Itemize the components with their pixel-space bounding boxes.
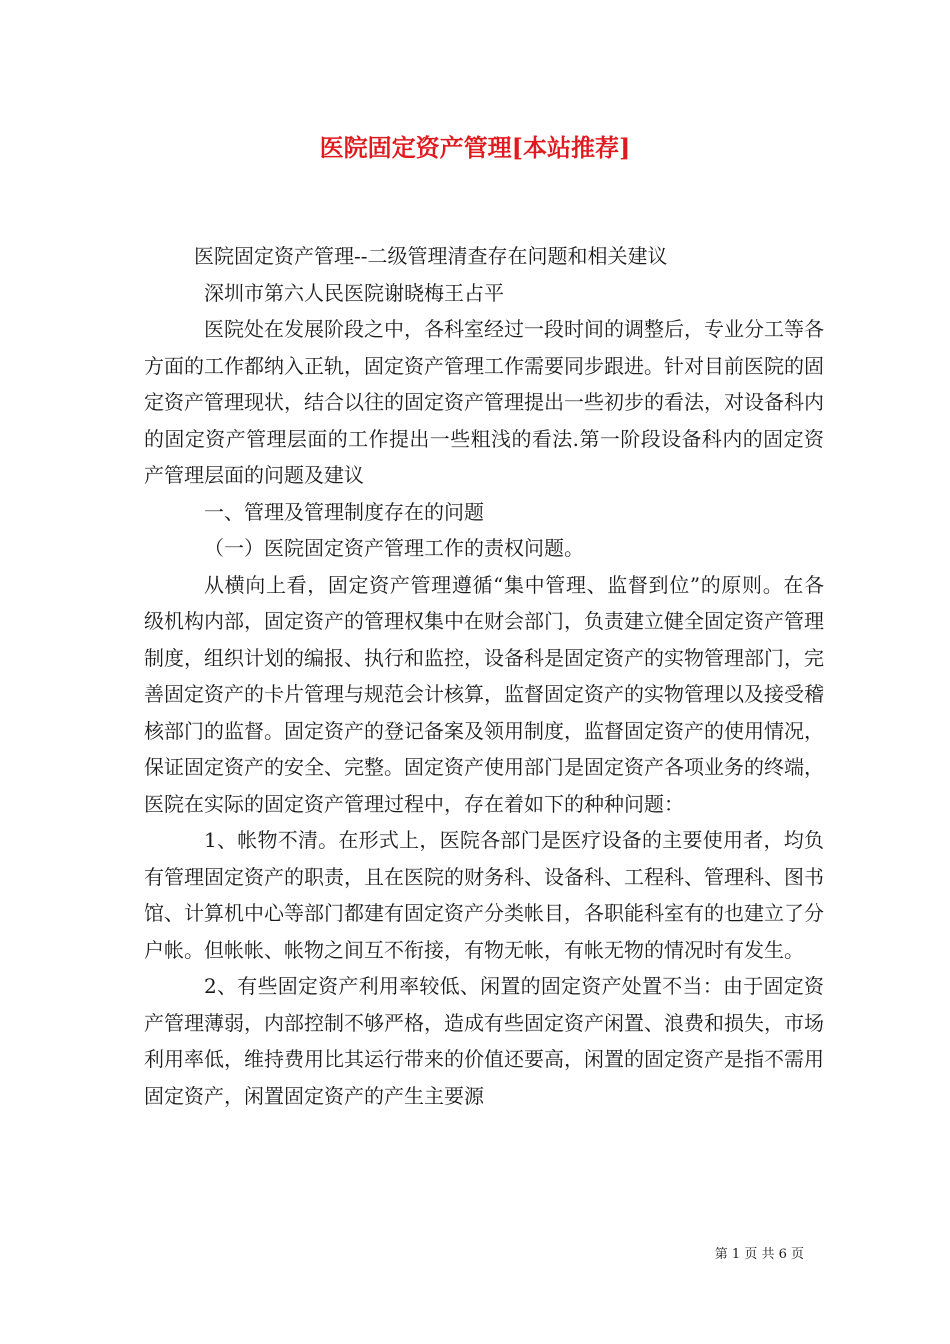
document-title: 医院固定资产管理[本站推荐] [319,133,631,162]
paragraph-intro: 医院处在发展阶段之中，各科室经过一段时间的调整后，专业分工等各方面的工作都纳入正轨，固定资产管理工作需要同步跟进。针对目前医院的固定资产管理现状，结合以往的固定资产管理提出一些初步的看法，对设备科内的固定资产管理层面的工作提出一些粗浅的看法.第一阶段设备科内的固定资产管理层面的问题及建议 [144,317,824,487]
paragraph-responsibility: 从横向上看，固定资产管理遵循“集中管理、监督到位”的原则。在各级机构内部，固定资产的管理权集中在财会部门，负责建立健全固定资产管理制度，组织计划的编报、执行和监控，设备科是固定资产的实物管理部门，完善固定资产的卡片管理与规范会计核算，监督固定资产的实物管理以及接受稽核部门的监督。固定资产的登记备案及领用制度，监督固定资产的使用情况，保证固定资产的安全、完整。固定资产使用部门是固定资产各项业务的终端，医院在实际的固定资产管理过程中，存在着如下的种种问题： [144,572,824,816]
document-body [144,238,824,1114]
paragraph-authors: 深圳市第六人民医院谢晓梅王占平 [204,280,504,305]
paragraph-subtitle: 医院固定资产管理--二级管理清查存在问题和相关建议 [194,244,668,268]
paragraph-item-2: 2、有些固定资产利用率较低、闲置的固定资产处置不当：由于固定资产管理薄弱，内部控制不够严格，造成有些固定资产闲置、浪费和损失，市场利用率低，维持费用比其运行带来的价值还要高，闲置的固定资产是指不需用固定资产，闲置固定资产的产生主要源 [144,974,824,1108]
page-number: 第 1 页 共 6 页 [714,1247,804,1262]
paragraph-subsection-heading: （一）医院固定资产管理工作的责权问题。 [204,536,584,560]
paragraph-item-1: 1、帐物不清。在形式上，医院各部门是医疗设备的主要使用者，均负有管理固定资产的职责，且在医院的财务科、设备科、工程科、管理科、图书馆、计算机中心等部门都建有固定资产分类帐目，各职能科室有的也建立了分户帐。但帐帐、帐物之间互不衔接，有物无帐，有帐无物的情况时有发生。 [144,828,824,962]
paragraph-section-heading: 一、管理及管理制度存在的问题 [204,499,484,524]
